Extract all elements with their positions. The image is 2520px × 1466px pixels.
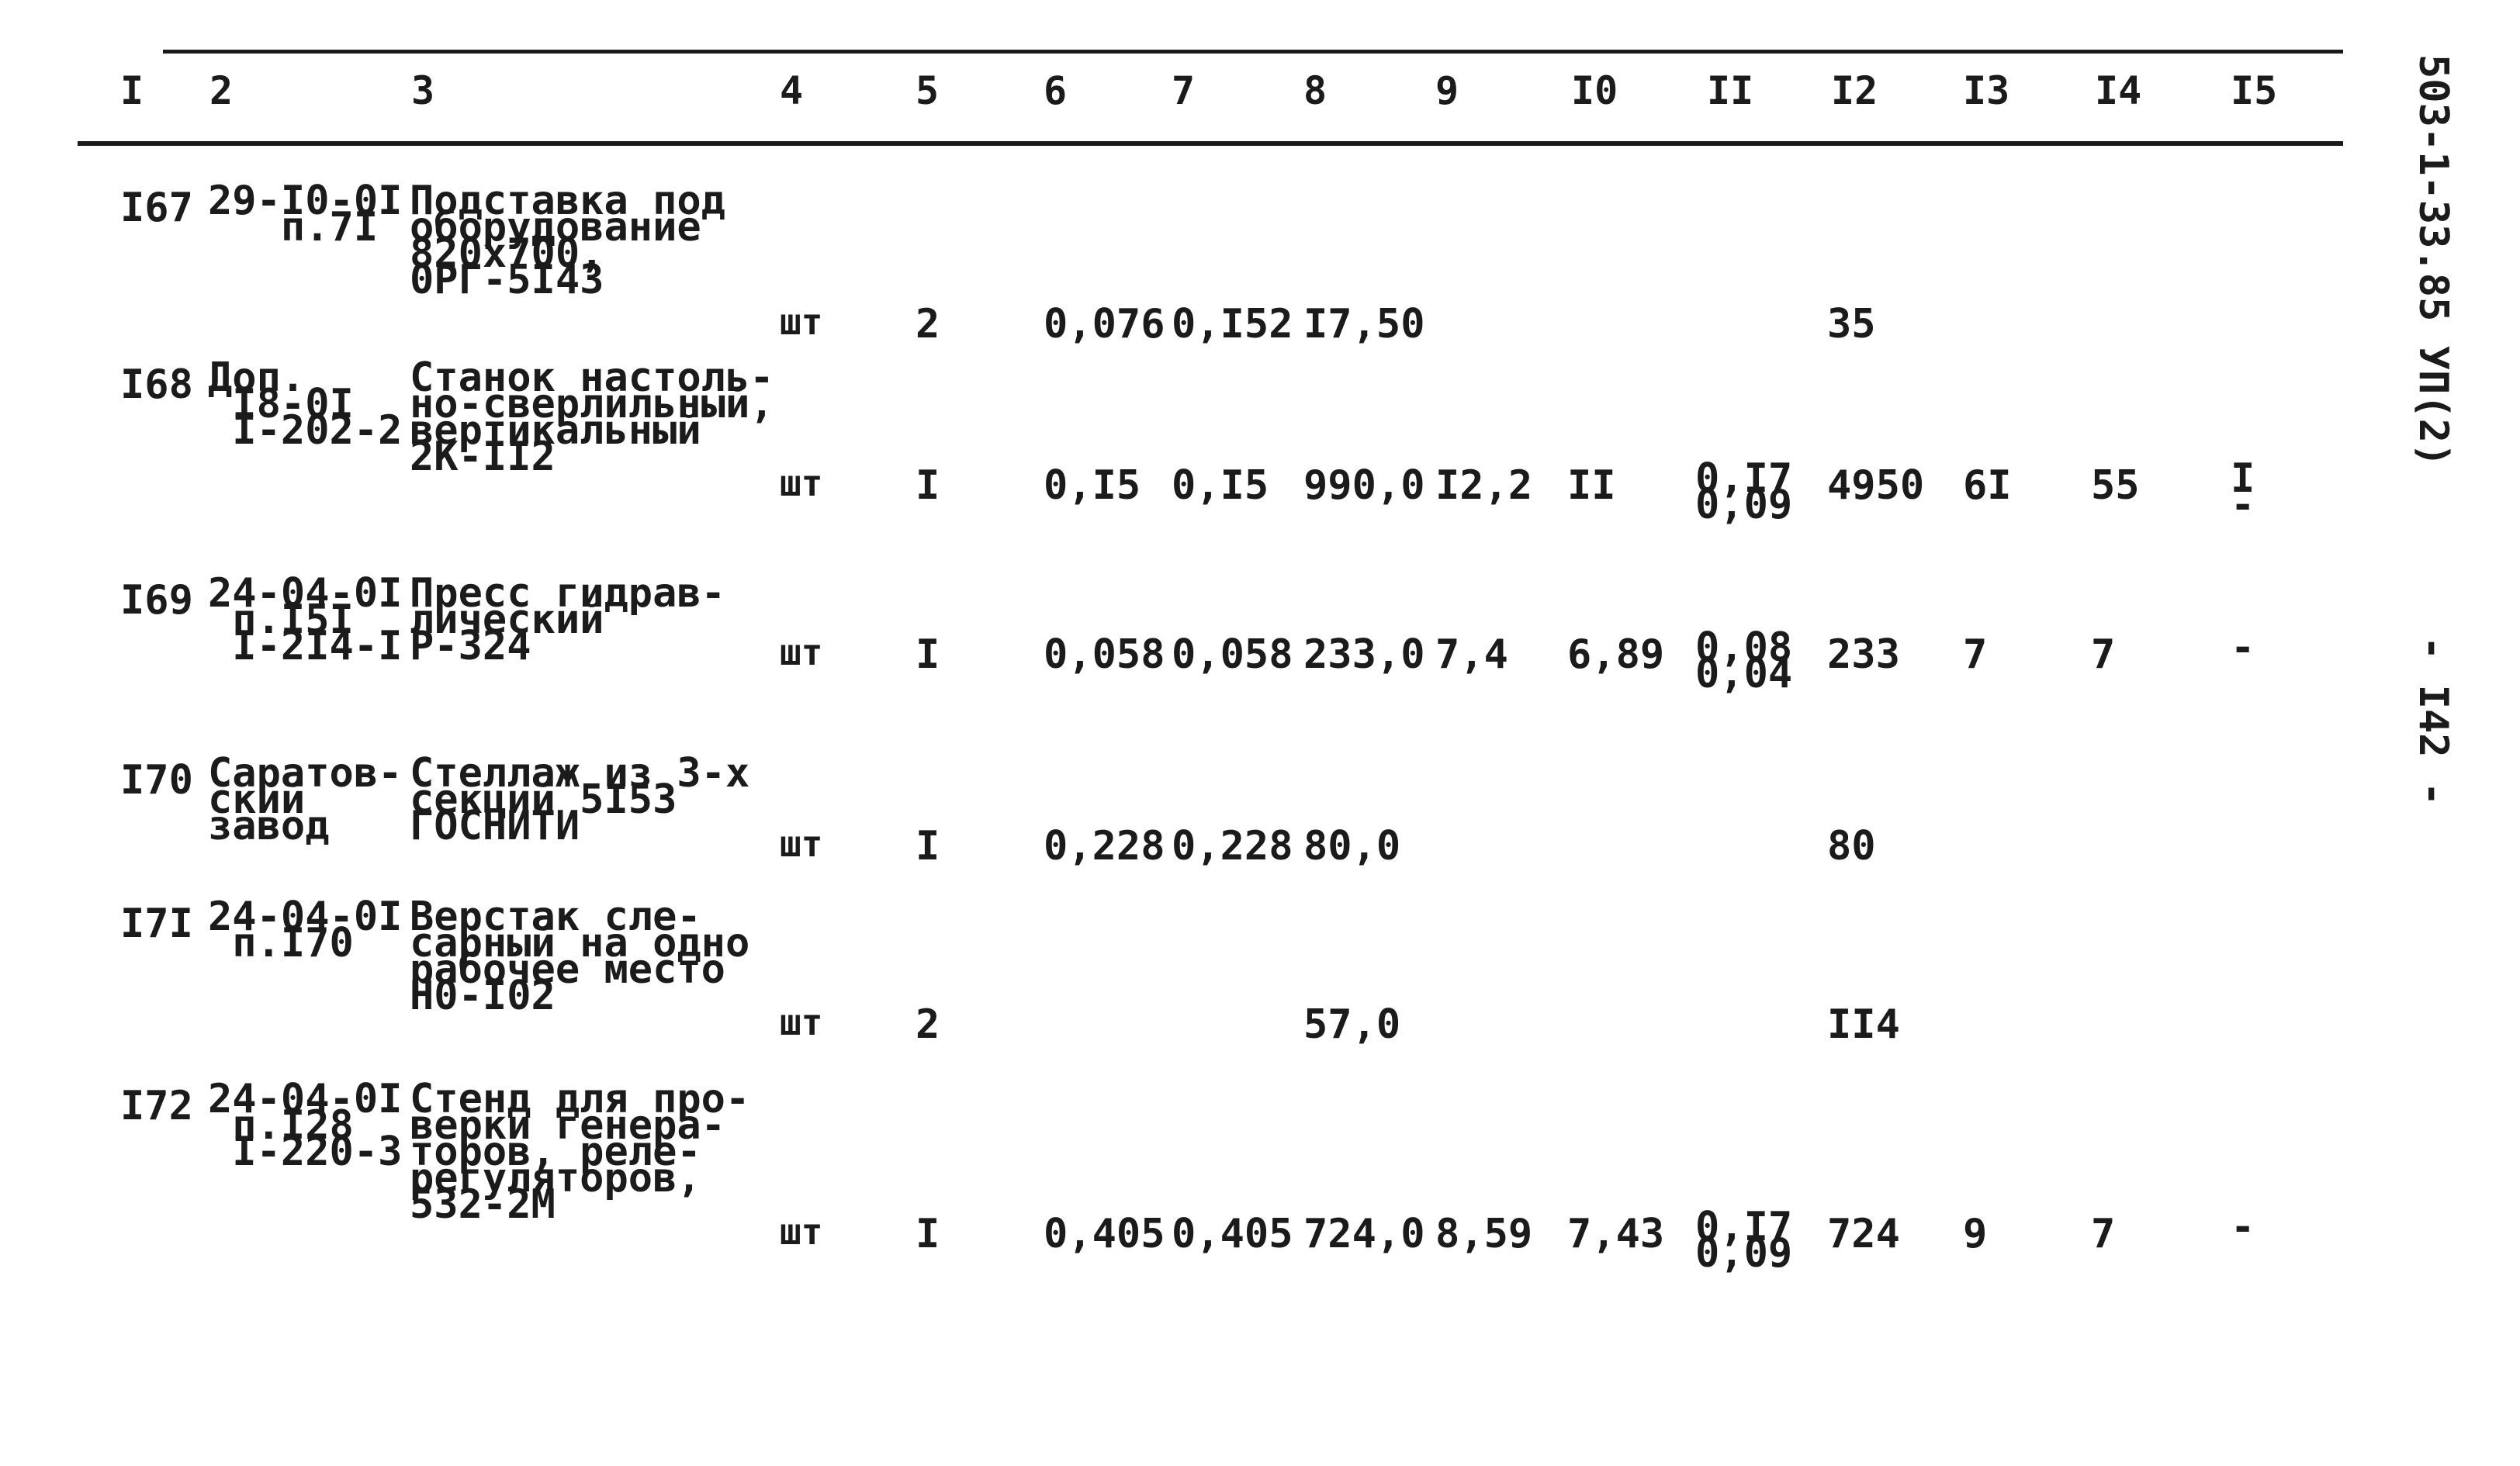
cell-c10: 7,43 (1567, 1211, 1665, 1257)
cell-c13: 6I (1963, 462, 2012, 509)
cell-unit: шт (780, 1211, 823, 1253)
cell-no: I70 (120, 757, 193, 804)
cell-c13: 7 (1963, 631, 1988, 678)
cell-name: Станок настоль- но-сверлильный, вертикальный 2К-II2 (410, 354, 774, 480)
cell-name: Верстак сле- сарный на одно рабочее место Н0-I02 (410, 894, 750, 1019)
cell-c7: 0,I5 (1172, 462, 1269, 509)
top-rule (78, 50, 2343, 54)
cell-no: I68 (120, 361, 193, 408)
cell-ref: Доп. I8-0I I-202-2 (208, 354, 403, 454)
column-header: II (1707, 68, 1754, 113)
cell-c9: 7,4 (1435, 631, 1508, 678)
cell-c14: 7 (2091, 1211, 2116, 1257)
column-header: I4 (2095, 68, 2142, 113)
cell-c8: 724,0 (1303, 1211, 1425, 1257)
column-header: 7 (1172, 68, 1196, 113)
cell-c8: I7,50 (1303, 301, 1425, 347)
cell-c7: 0,405 (1172, 1211, 1293, 1257)
cell-c12: 724 (1827, 1211, 1900, 1257)
sheet-code: 503-1-33.85 УП(2) (2410, 54, 2456, 468)
cell-no: I7I (120, 901, 193, 947)
cell-c8: 233,0 (1303, 631, 1425, 678)
column-header: I (120, 68, 144, 113)
cell-unit: шт (780, 462, 823, 504)
cell-c8: 57,0 (1303, 1001, 1401, 1048)
cell-c6: 0,058 (1044, 631, 1165, 678)
cell-name: Стеллаж из 3-х секций 5I53 ГОСНИТИ (410, 750, 750, 849)
column-header: 9 (1435, 68, 1459, 113)
cell-c15: - (2231, 1204, 2255, 1250)
cell-c15: - (2231, 624, 2255, 671)
cell-c6: 0,228 (1044, 823, 1165, 870)
cell-c12: 35 (1827, 301, 1876, 347)
column-header: 3 (411, 68, 435, 113)
cell-c9: I2,2 (1435, 462, 1533, 509)
cell-c12: 233 (1827, 631, 1900, 678)
cell-ref: 24-04-0I п.I5I I-2I4-I (208, 570, 403, 669)
cell-qty: I (916, 823, 940, 870)
cell-c14: 7 (2091, 631, 2116, 678)
column-header: 4 (780, 68, 804, 113)
cell-c11: 0,I7 0,09 (1695, 1204, 1793, 1277)
cell-ref: 24-04-0I п.I70 (208, 894, 403, 966)
cell-qty: 2 (916, 1001, 940, 1048)
column-header: I0 (1571, 68, 1618, 113)
cell-name: Подставка под оборудование 820х700, 0РГ-5I43 (410, 178, 725, 303)
cell-c13: 9 (1963, 1211, 1988, 1257)
cell-c10: II (1567, 462, 1616, 509)
column-header: 6 (1044, 68, 1068, 113)
cell-no: I67 (120, 185, 193, 231)
cell-unit: шт (780, 301, 823, 343)
cell-unit: шт (780, 1001, 823, 1043)
cell-c11: 0,08 0,04 (1695, 624, 1793, 697)
cell-ref: 29-I0-0I п.7I (208, 178, 403, 251)
column-header: 8 (1303, 68, 1328, 113)
cell-unit: шт (780, 631, 823, 673)
column-header: I5 (2231, 68, 2278, 113)
cell-c10: 6,89 (1567, 631, 1665, 678)
cell-qty: I (916, 462, 940, 509)
cell-c6: 0,076 (1044, 301, 1165, 347)
cell-no: I72 (120, 1083, 193, 1129)
cell-name: Стенд для про- верки генера- торов, реле- регуляторов, 532-2М (410, 1076, 750, 1228)
cell-no: I69 (120, 577, 193, 624)
cell-c7: 0,058 (1172, 631, 1293, 678)
cell-qty: 2 (916, 301, 940, 347)
cell-c15: I - (2231, 455, 2255, 528)
cell-c6: 0,I5 (1044, 462, 1141, 509)
column-header: 5 (916, 68, 940, 113)
cell-c8: 80,0 (1303, 823, 1401, 870)
cell-qty: I (916, 631, 940, 678)
cell-c7: 0,I52 (1172, 301, 1293, 347)
column-header: I3 (1963, 68, 2010, 113)
header-rule (78, 141, 2343, 146)
cell-c7: 0,228 (1172, 823, 1293, 870)
cell-c11: 0,I7 0,09 (1695, 455, 1793, 528)
column-header: I2 (1831, 68, 1878, 113)
cell-c12: II4 (1827, 1001, 1900, 1048)
cell-name: Пресс гидрав- лический Р-324 (410, 570, 725, 669)
cell-ref: Саратов- ский завод (208, 750, 403, 849)
cell-c9: 8,59 (1435, 1211, 1533, 1257)
column-header: 2 (209, 68, 234, 113)
cell-c8: 990,0 (1303, 462, 1425, 509)
page-number: - I42 - (2410, 636, 2456, 807)
cell-c12: 80 (1827, 823, 1876, 870)
cell-c12: 4950 (1827, 462, 1925, 509)
cell-c14: 55 (2091, 462, 2140, 509)
cell-c6: 0,405 (1044, 1211, 1165, 1257)
cell-ref: 24-04-0I п.I28 I-220-3 (208, 1076, 403, 1175)
cell-qty: I (916, 1211, 940, 1257)
top-rule-gap (78, 50, 163, 54)
cell-unit: шт (780, 823, 823, 865)
